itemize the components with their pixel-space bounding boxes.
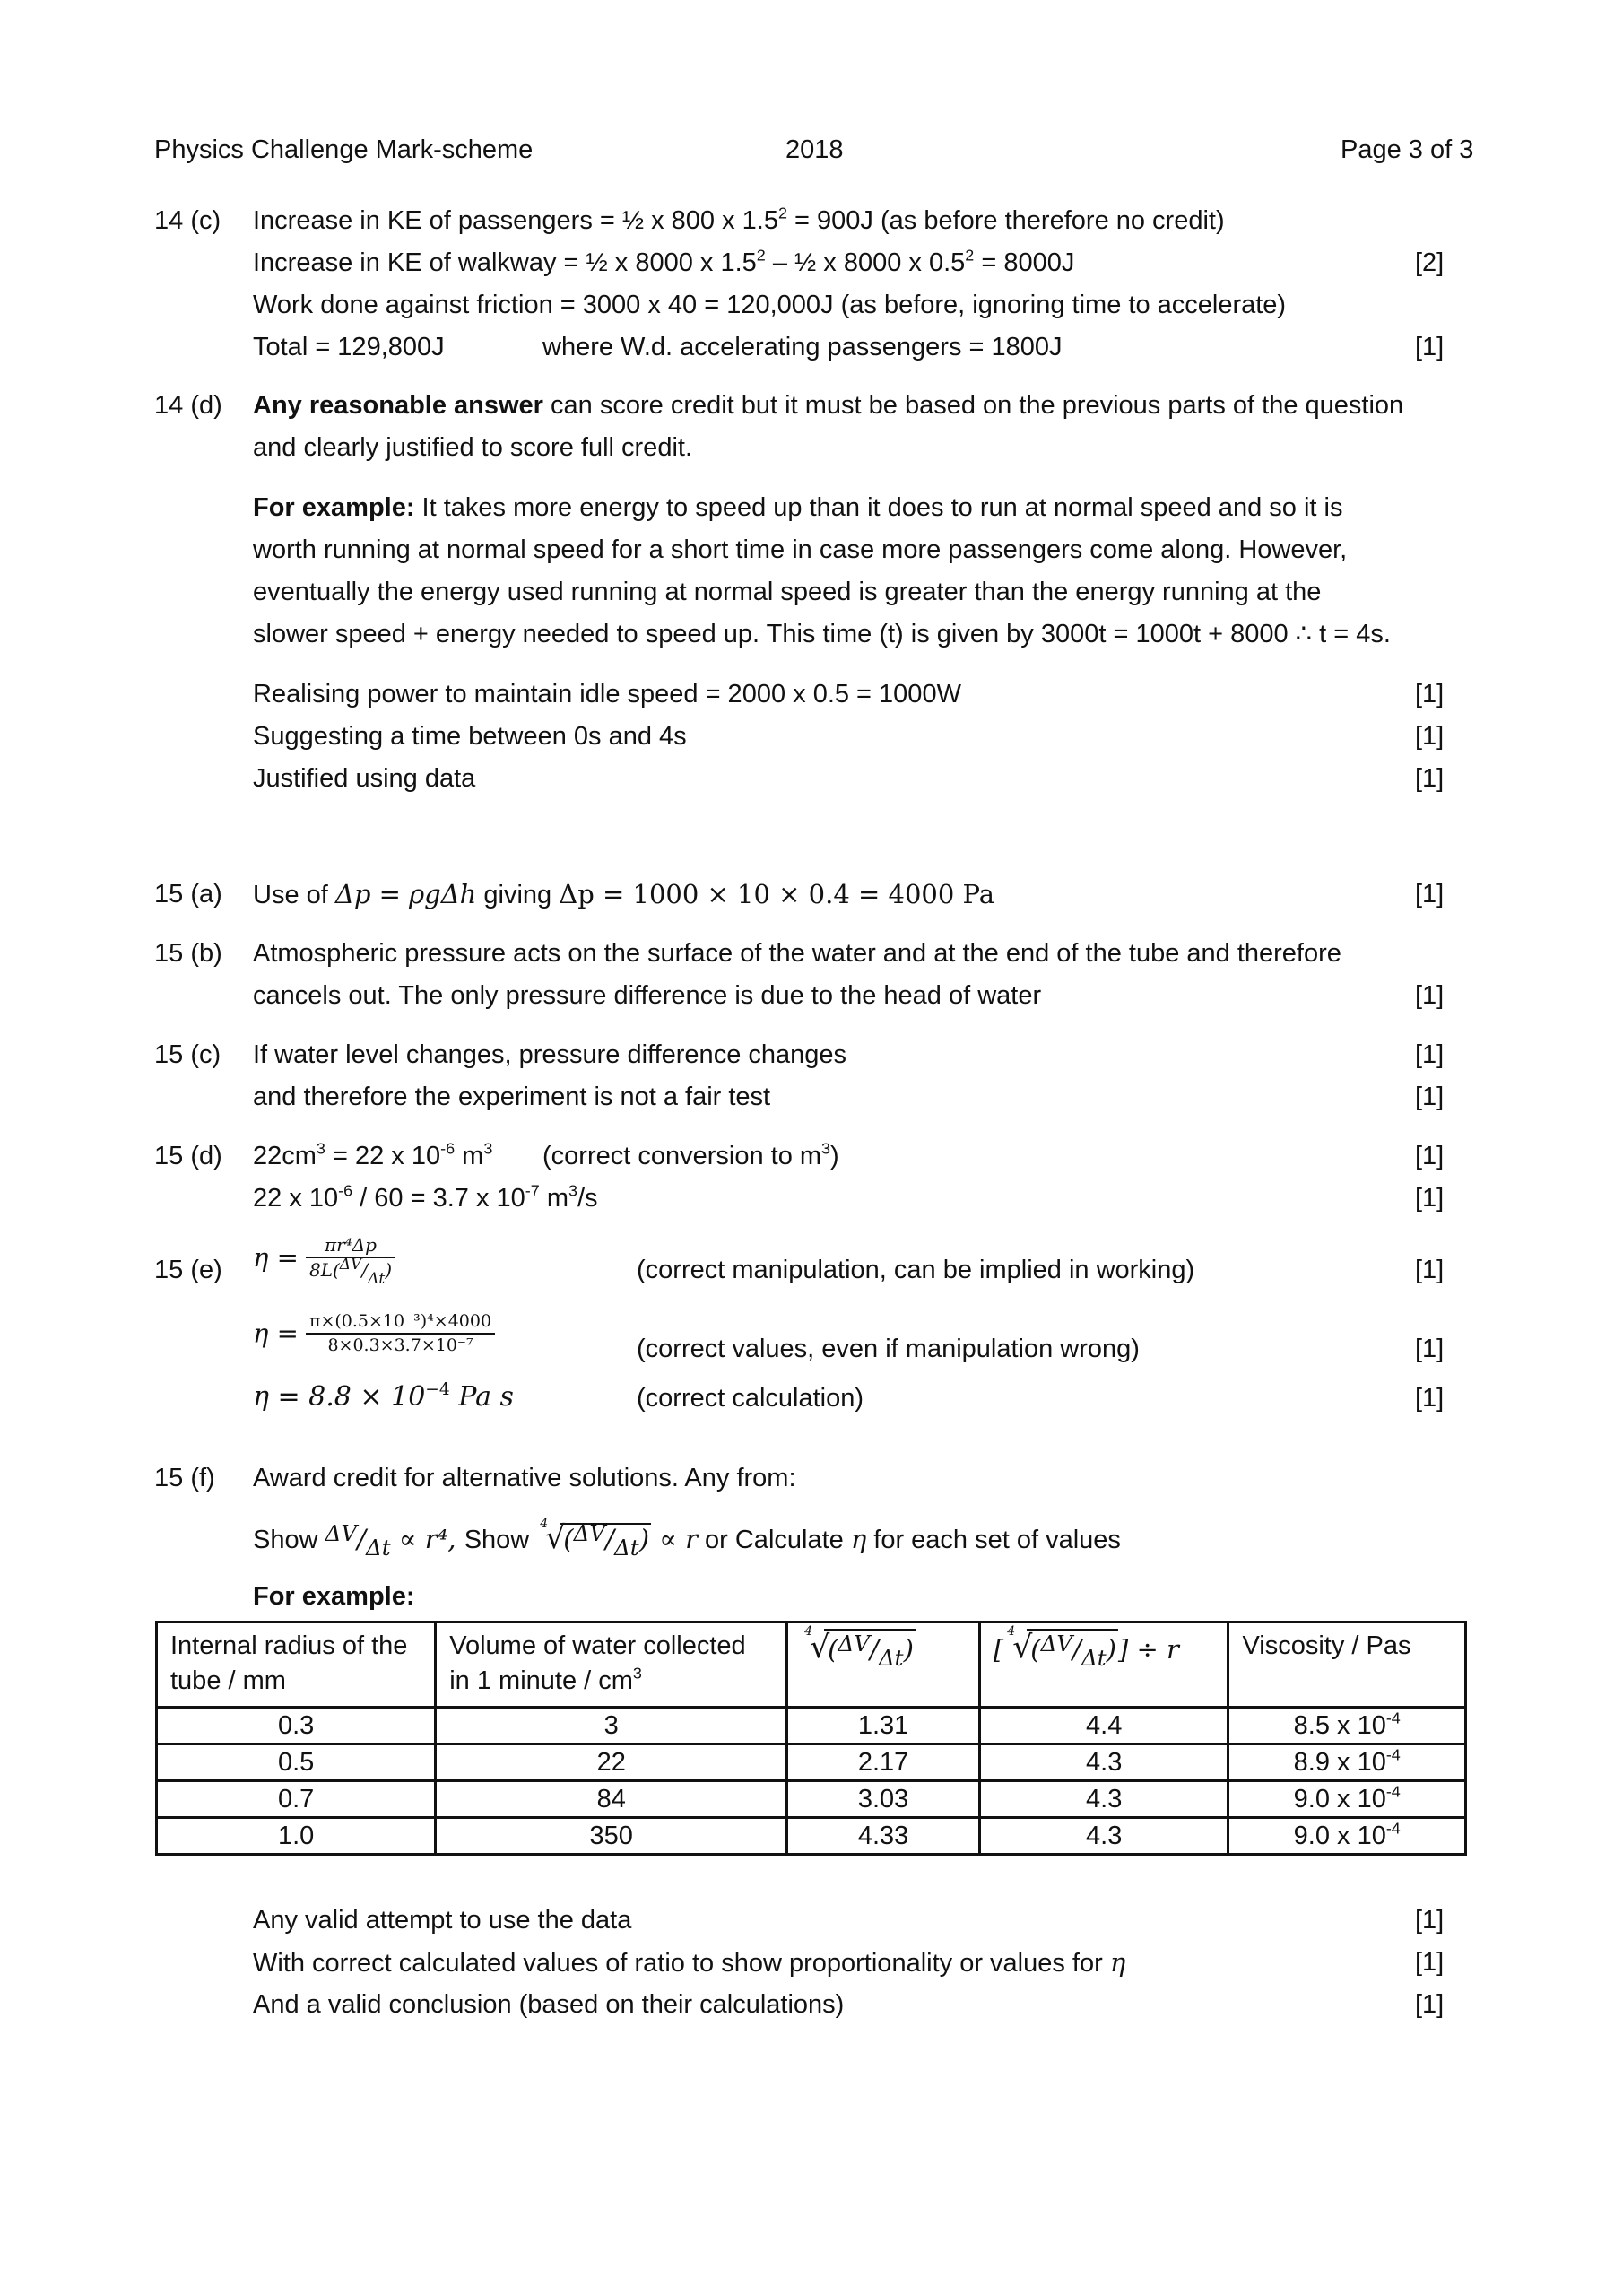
criterion: Justified using data <box>253 764 476 793</box>
cell-radius: 1.0 <box>157 1818 436 1855</box>
mark-allocation: [1] <box>1415 1256 1445 1284</box>
answer-line: cancels out. The only pressure difference is due to the head of water <box>253 981 1042 1010</box>
header-viscosity: Viscosity / Pas <box>1228 1622 1466 1708</box>
answer-line: If water level changes, pressure difference changes <box>253 1040 847 1069</box>
criterion: Suggesting a time between 0s and 4s <box>253 722 687 751</box>
cell-volume: 84 <box>436 1781 787 1818</box>
mark-allocation: [1] <box>1415 1906 1445 1935</box>
cell-viscosity: 8.5 x $10^{-4}$ <box>1228 1708 1466 1744</box>
table-header-row <box>157 1622 1466 1708</box>
mark-allocation: [1] <box>1415 764 1445 793</box>
question-label: 14 (d) <box>154 391 222 420</box>
header-fourth-root: 4 √ $(^{\Delta V}/_{\Delta t})$ <box>787 1622 980 1708</box>
mark-allocation: [1] <box>1415 981 1445 1010</box>
cell-radius: 0.3 <box>157 1708 436 1744</box>
mark-allocation: [1] <box>1415 1384 1445 1413</box>
answer-intro: Any reasonable answer can score credit but it must be based on the previous parts of the question <box>253 391 1404 420</box>
mark-allocation: [1] <box>1415 1990 1445 2019</box>
question-label: 15 (b) <box>154 939 222 968</box>
example-line: eventually the energy used running at normal speed is greater than the energy running at the <box>253 578 1322 606</box>
question-label: 15 (d) <box>154 1142 222 1170</box>
mark-allocation: [1] <box>1415 880 1445 909</box>
answer-line: Use of Δp = ρgΔh giving Δp = 1000 × 10 × 0.4 = 4000 Pa <box>253 879 995 909</box>
answer-line: Total = 129,800J <box>253 333 445 361</box>
alternatives-line: Show $^{\Delta V}/_{\Delta t} \propto r^4$, Show 4 √ $(^{\Delta V}/_{\Delta t}) \propto r$ or Calculate η for each set of values <box>253 1517 1121 1561</box>
answer-note: (correct values, even if manipulation wrong) <box>637 1335 1140 1363</box>
cell-volume: 350 <box>436 1818 787 1855</box>
cell-volume: 22 <box>436 1744 787 1781</box>
cell-ratio: 4.3 <box>979 1818 1228 1855</box>
cell-ratio: 4.3 <box>979 1781 1228 1818</box>
table-row <box>157 1818 1466 1855</box>
mark-allocation: [1] <box>1415 1948 1445 1977</box>
answer-line: and therefore the experiment is not a fair test <box>253 1083 771 1111</box>
header-ratio: [ 4 √ $(^{\Delta V}/_{\Delta t})] \div r$ <box>979 1622 1228 1708</box>
answer-note: (correct manipulation, can be implied in working) <box>637 1256 1195 1284</box>
answer-intro: Award credit for alternative solutions. Any from: <box>253 1464 796 1492</box>
cell-ratio: 4.3 <box>979 1744 1228 1781</box>
example-line: slower speed + energy needed to speed up. This time (t) is given by 3000t = 1000t + 8000 ∴ t = 4s. <box>253 620 1391 648</box>
mark-allocation: [1] <box>1415 1040 1445 1069</box>
question-label: 15 (f) <box>154 1464 215 1492</box>
answer-note: where W.d. accelerating passengers = 1800J <box>542 333 1063 361</box>
mark-allocation: [1] <box>1415 1335 1445 1363</box>
answer-line: Atmospheric pressure acts on the surface of the water and at the end of the tube and therefore <box>253 939 1341 968</box>
mark-allocation: [1] <box>1415 333 1445 361</box>
mark-allocation: [1] <box>1415 722 1445 751</box>
question-label: 15 (c) <box>154 1040 221 1069</box>
example-line: For example: It takes more energy to speed up than it does to run at normal speed and so it is <box>253 493 1343 522</box>
answer-note: (correct conversion to $m^3$) <box>542 1139 839 1170</box>
mark-allocation: [1] <box>1415 1083 1445 1111</box>
cell-root: 4.33 <box>787 1818 980 1855</box>
table-row <box>157 1708 1466 1744</box>
answer-line: $22cm^3 = 22$ x $10^{-6}$ $m^3$ <box>253 1139 493 1170</box>
criterion: With correct calculated values of ratio to show proportionality or values for η <box>253 1947 1126 1978</box>
formula-result: $\eta = 8.8 \times 10^{-4}$ Pa s <box>253 1379 514 1413</box>
answer-intro: and clearly justified to score full credit. <box>253 433 692 462</box>
example-line: worth running at normal speed for a short time in case more passengers come along. However, <box>253 535 1348 564</box>
question-label: 15 (a) <box>154 880 222 909</box>
table-row <box>157 1744 1466 1781</box>
doc-year: 2018 <box>785 135 844 164</box>
example-heading: For example: <box>253 1582 415 1611</box>
mark-allocation: [1] <box>1415 1184 1445 1213</box>
cell-root: 2.17 <box>787 1744 980 1781</box>
cell-radius: 0.5 <box>157 1744 436 1781</box>
cell-ratio: 4.4 <box>979 1708 1228 1744</box>
question-label: 15 (e) <box>154 1256 222 1284</box>
question-label: 14 (c) <box>154 206 221 235</box>
header-radius: Internal radius of the tube / mm <box>157 1622 436 1708</box>
formula-substituted: η = $\frac{\text{π×(0.5×10⁻³)⁴×4000}}{\text{8×0.3×3.7×10⁻⁷}}$ <box>253 1313 495 1354</box>
table-row <box>157 1781 1466 1818</box>
cell-viscosity: 9.0 x $10^{-4}$ <box>1228 1781 1466 1818</box>
cell-radius: 0.7 <box>157 1781 436 1818</box>
answer-line: Increase in KE of passengers = ½ x 800 x $1.5^2 = 900J$ (as before therefore no credit) <box>253 204 1225 235</box>
header-volume: Volume of water collected in 1 minute / $cm^3$ <box>436 1622 787 1708</box>
criterion: Any valid attempt to use the data <box>253 1906 632 1935</box>
mark-allocation: [1] <box>1415 680 1445 709</box>
answer-line: 22 x $10^{-6} / 60 = 3.7$ x $10^{-7}$ $m^3/s$ <box>253 1181 598 1213</box>
cell-root: 1.31 <box>787 1708 980 1744</box>
mark-allocation: [2] <box>1415 248 1445 277</box>
answer-note: (correct calculation) <box>637 1384 864 1413</box>
page-number: Page 3 of 3 <box>1341 135 1474 164</box>
mark-allocation: [1] <box>1415 1142 1445 1170</box>
cell-viscosity: 8.9 x $10^{-4}$ <box>1228 1744 1466 1781</box>
answer-line: Work done against friction = 3000 x 40 = 120,000J (as before, ignoring time to accelerate) <box>253 291 1287 319</box>
criterion: And a valid conclusion (based on their calculations) <box>253 1990 845 2019</box>
cell-volume: 3 <box>436 1708 787 1744</box>
formula-rearranged: η = $\frac{\text{πr⁴Δp}}{8L(^{\Delta V}/_{\Delta t})}$ <box>253 1236 395 1280</box>
viscosity-table <box>155 1621 1467 1856</box>
cell-root: 3.03 <box>787 1781 980 1818</box>
doc-title: Physics Challenge Mark-scheme <box>154 135 534 164</box>
answer-line: Increase in KE of walkway = ½ x 8000 x $1.5^2$ – ½ x 8000 x $0.5^2 = 8000J$ <box>253 246 1075 277</box>
cell-viscosity: 9.0 x $10^{-4}$ <box>1228 1818 1466 1855</box>
criterion: Realising power to maintain idle speed = 2000 x 0.5 = 1000W <box>253 680 961 709</box>
